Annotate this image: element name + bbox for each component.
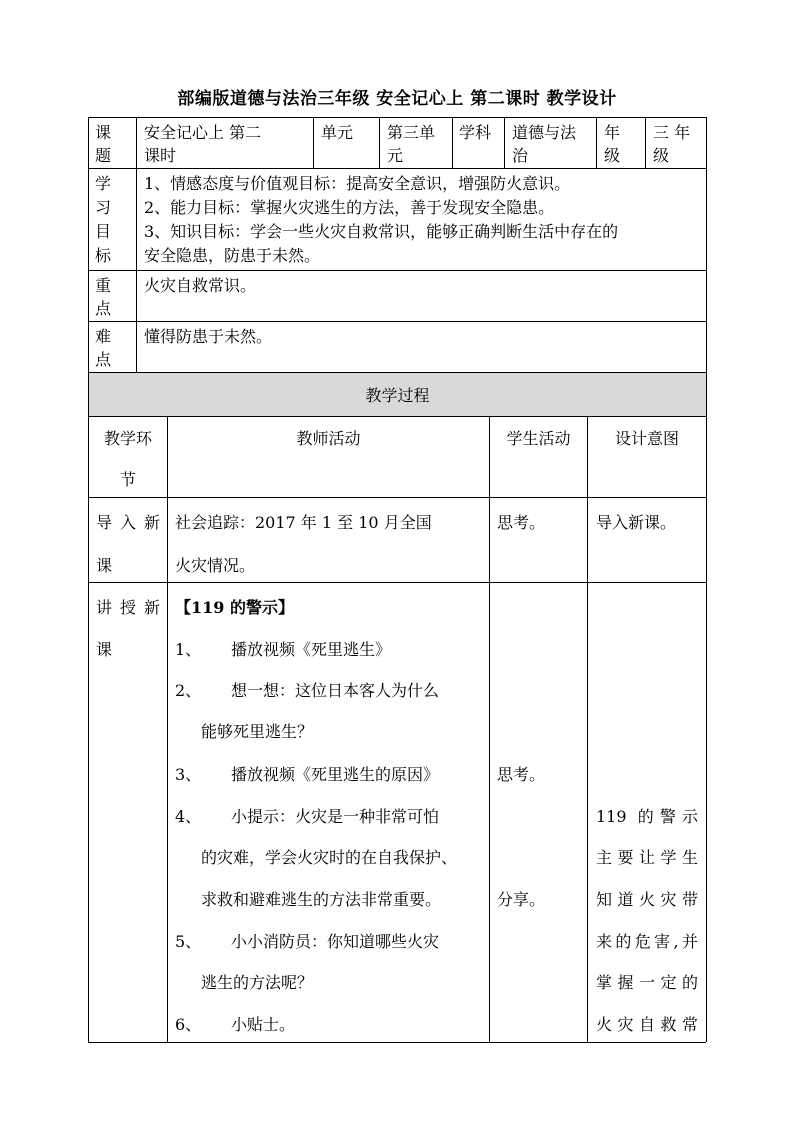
header-intent: 设计意图: [614, 429, 679, 448]
teacher-activity-line: 火灾情况。: [175, 556, 256, 575]
stage-label-2: 课: [96, 556, 113, 575]
objective-line: 安全隐患，防患于未然。: [144, 246, 321, 265]
stage-label-2: 课: [96, 640, 113, 659]
item-number: 4、: [175, 807, 202, 826]
grade-value-1: 三 年: [653, 123, 691, 142]
process-heading: 教学过程: [365, 386, 430, 405]
item-line: 播放视频《死里逃生》: [231, 640, 392, 659]
item-line: 小提示：火灾是一种非常可怕: [231, 807, 440, 826]
item-line: 播放视频《死里逃生的原因》: [231, 765, 440, 784]
objectives-label-1: 学: [95, 174, 112, 193]
item-number: 6、: [175, 1015, 202, 1034]
item-number: 5、: [175, 932, 202, 951]
teacher-activity-line: 社会追踪：2017 年 1 至 10 月全国: [175, 513, 432, 532]
design-intent-line: 来的危害,并: [596, 932, 698, 951]
teacher-section-heading: 【119 的警示】: [175, 598, 294, 617]
objectives-label-2: 习: [95, 198, 112, 217]
design-intent-line: 掌握一定的: [596, 973, 698, 992]
header-stage-1: 教学环: [103, 429, 152, 448]
label-subject: 学科: [459, 123, 492, 142]
design-intent: 导入新课。: [596, 513, 677, 532]
label-unit: 单元: [321, 123, 354, 142]
key-points-label-2: 点: [95, 299, 112, 318]
item-line: 小贴士。: [231, 1015, 296, 1034]
label-grade-1: 年: [604, 123, 621, 142]
student-activity: 思考。: [497, 765, 546, 784]
design-intent-line: 119 的警示: [596, 807, 698, 826]
course-title-value-1: 安全记心上 第二: [144, 123, 262, 142]
student-activity: 分享。: [497, 890, 546, 909]
item-line: 能够死里逃生？: [201, 722, 314, 741]
design-intent-line: 知道火灾带: [596, 890, 698, 909]
label-grade-2: 级: [604, 146, 621, 165]
design-intent-line: 火灾自救常: [596, 1015, 698, 1034]
stage-label-1: 讲授新: [96, 598, 160, 617]
item-number: 3、: [175, 765, 202, 784]
item-line: 的灾难，学会火灾时的在自我保护、: [201, 848, 458, 867]
student-activity: 思考。: [497, 513, 546, 532]
subject-value-2: 治: [512, 146, 529, 165]
label-course-title-1: 课: [95, 123, 112, 142]
header-stage-2: 节: [119, 470, 136, 489]
item-line: 逃生的方法呢？: [201, 973, 314, 992]
item-number: 1、: [175, 640, 202, 659]
item-line: 小小消防员：你知道哪些火灾: [231, 932, 440, 951]
unit-value-1: 第三单: [387, 123, 436, 142]
subject-value-1: 道德与法: [512, 123, 577, 142]
document-title: 部编版道德与法治三年级 安全记心上 第二课时 教学设计: [177, 89, 617, 109]
header-teacher: 教师活动: [296, 429, 361, 448]
difficulties-label-2: 点: [95, 350, 112, 369]
stage-label-1: 导入新: [96, 513, 160, 532]
objective-line: 3、知识目标：学会一些火灾自救常识，能够正确判断生活中存在的: [144, 222, 619, 241]
difficulties-text: 懂得防患于未然。: [144, 327, 273, 346]
objective-line: 2、能力目标：掌握火灾逃生的方法，善于发现安全隐患。: [144, 198, 555, 217]
key-points-text: 火灾自救常识。: [144, 276, 257, 295]
item-line: 想一想：这位日本客人为什么: [231, 681, 440, 700]
label-course-title-2: 题: [95, 146, 112, 165]
item-line: 求救和避难逃生的方法非常重要。: [201, 890, 442, 909]
course-title-value-2: 课时: [144, 146, 177, 165]
grade-value-2: 级: [653, 146, 670, 165]
design-intent-line: 主要让学生: [596, 848, 698, 867]
item-number: 2、: [175, 681, 202, 700]
unit-value-2: 元: [387, 146, 404, 165]
objectives-label-4: 标: [95, 246, 112, 265]
objective-line: 1、情感态度与价值观目标：提高安全意识，增强防火意识。: [144, 174, 571, 193]
objectives-label-3: 目: [95, 222, 112, 241]
difficulties-label-1: 难: [95, 327, 112, 346]
header-student: 学生活动: [506, 429, 571, 448]
key-points-label-1: 重: [95, 276, 112, 295]
